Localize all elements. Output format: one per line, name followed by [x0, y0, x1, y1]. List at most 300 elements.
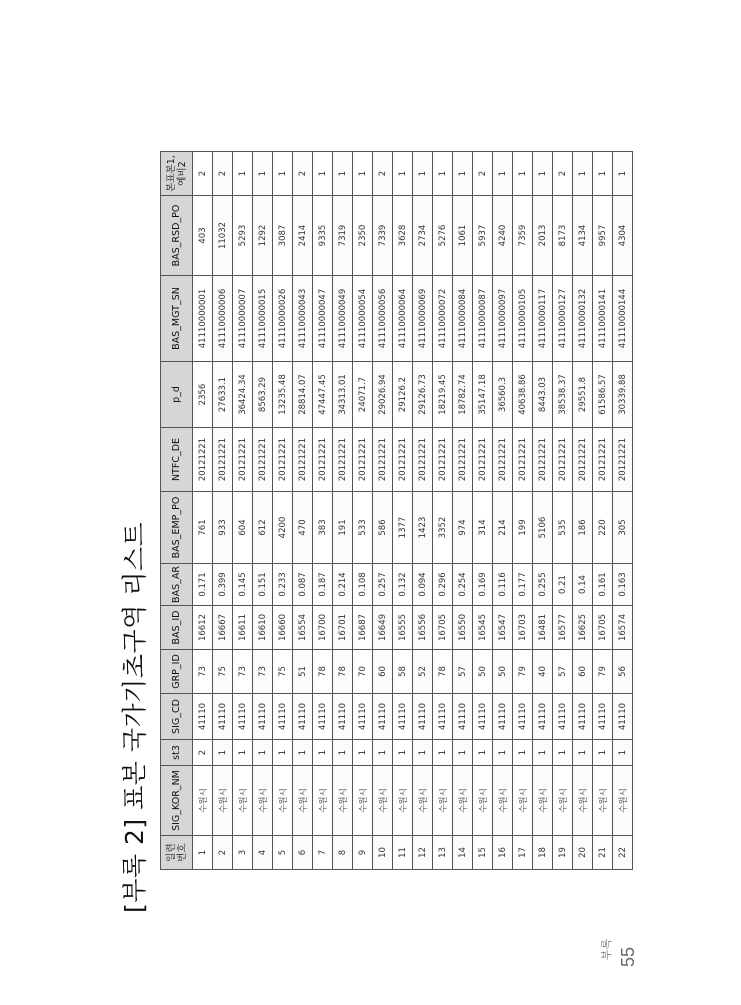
table-cell: 41110	[333, 694, 353, 740]
table-cell: 수원시	[393, 766, 413, 836]
table-cell: 4240	[493, 196, 513, 276]
table-cell: 761	[193, 492, 213, 564]
table-cell: 14	[453, 836, 473, 870]
table-cell: 7339	[373, 196, 393, 276]
table-cell: 16611	[233, 606, 253, 650]
table-cell: 383	[313, 492, 333, 564]
table-cell: 16625	[573, 606, 593, 650]
table-cell: 41110	[393, 694, 413, 740]
table-cell: 604	[233, 492, 253, 564]
table-cell: 20121221	[493, 428, 513, 492]
table-cell: 41110	[273, 694, 293, 740]
column-header: 일련 번호	[161, 836, 193, 870]
table-cell: 1423	[413, 492, 433, 564]
table-cell: 73	[233, 650, 253, 694]
table-cell: 1	[413, 152, 433, 196]
table-cell: 20121221	[393, 428, 413, 492]
table-cell: 1	[593, 740, 613, 766]
table-cell: 수원시	[353, 766, 373, 836]
table-cell: 0.094	[413, 564, 433, 606]
table-cell: 1	[573, 740, 593, 766]
table-cell: 1	[273, 740, 293, 766]
table-row	[473, 152, 493, 870]
table-row	[553, 152, 573, 870]
table-cell: 36424.34	[233, 362, 253, 428]
column-header: SIG_CD	[161, 694, 193, 740]
table-row	[373, 152, 393, 870]
table-cell: 9957	[593, 196, 613, 276]
table-cell: 16687	[353, 606, 373, 650]
table-cell: 8	[333, 836, 353, 870]
table-cell: 41110	[573, 694, 593, 740]
table-cell: 0.132	[393, 564, 413, 606]
table-cell: 41110000084	[453, 276, 473, 362]
table-cell: 51	[293, 650, 313, 694]
table-cell: 41110	[493, 694, 513, 740]
table-cell: 1	[333, 152, 353, 196]
table-cell: 수원시	[433, 766, 453, 836]
table-cell: 수원시	[473, 766, 493, 836]
table-cell: 40638.86	[513, 362, 533, 428]
column-header: SIG_KOR_NM	[161, 766, 193, 836]
table-cell: 41110000117	[533, 276, 553, 362]
table-cell: 16481	[533, 606, 553, 650]
table-cell: 수원시	[213, 766, 233, 836]
table-row	[293, 152, 313, 870]
table-cell: 5	[273, 836, 293, 870]
table-cell: 0.21	[553, 564, 573, 606]
table-cell: 1	[413, 740, 433, 766]
table-cell: 1	[353, 740, 373, 766]
table-cell: 2356	[193, 362, 213, 428]
table-cell: 2350	[353, 196, 373, 276]
table-cell: 수원시	[193, 766, 213, 836]
table-cell: 41110000015	[253, 276, 273, 362]
table-cell: 41110000049	[333, 276, 353, 362]
table-cell: 586	[373, 492, 393, 564]
table-cell: 20121221	[413, 428, 433, 492]
table-cell: 4304	[613, 196, 633, 276]
page-number: 55	[618, 946, 638, 967]
table-row	[273, 152, 293, 870]
table-cell: 41110000006	[213, 276, 233, 362]
table-cell: 1	[493, 152, 513, 196]
table-row	[313, 152, 333, 870]
table-row	[413, 152, 433, 870]
table-cell: 9	[353, 836, 373, 870]
table-cell: 34313.01	[333, 362, 353, 428]
table-cell: 7319	[333, 196, 353, 276]
table-cell: 20121221	[333, 428, 353, 492]
table-cell: 16701	[333, 606, 353, 650]
table-cell: 수원시	[313, 766, 333, 836]
table-cell: 1	[353, 152, 373, 196]
table-cell: 41110000132	[573, 276, 593, 362]
table-cell: 41110	[373, 694, 393, 740]
table-row	[353, 152, 373, 870]
table-cell: 1	[533, 152, 553, 196]
table-cell: 199	[513, 492, 533, 564]
table-cell: 186	[573, 492, 593, 564]
table-cell: 60	[373, 650, 393, 694]
page-title: [부록 2] 표본 국가기초구역 리스트	[120, 521, 149, 913]
table-cell: 0.087	[293, 564, 313, 606]
table-cell: 1	[533, 740, 553, 766]
table-cell: 1	[433, 152, 453, 196]
table-cell: 214	[493, 492, 513, 564]
table-cell: 수원시	[293, 766, 313, 836]
table-cell: 0.171	[193, 564, 213, 606]
table-row	[573, 152, 593, 870]
table-row	[253, 152, 273, 870]
table-cell: 56	[613, 650, 633, 694]
table-cell: 40	[533, 650, 553, 694]
table-cell: 1	[553, 740, 573, 766]
table-cell: 1	[513, 740, 533, 766]
table-cell: 16547	[493, 606, 513, 650]
table-cell: 58	[393, 650, 413, 694]
table-cell: 2	[373, 152, 393, 196]
table-cell: 314	[473, 492, 493, 564]
table-cell: 70	[353, 650, 373, 694]
column-header: BAS_AR	[161, 564, 193, 606]
table-cell: 41110	[213, 694, 233, 740]
table-cell: 1	[373, 740, 393, 766]
table-cell: 수원시	[593, 766, 613, 836]
table-cell: 20121221	[513, 428, 533, 492]
table-cell: 16577	[553, 606, 573, 650]
table-cell: 20121221	[273, 428, 293, 492]
table-cell: 73	[193, 650, 213, 694]
table-cell: 1292	[253, 196, 273, 276]
table-cell: 0.255	[533, 564, 553, 606]
column-header: GRP_ID	[161, 650, 193, 694]
table-cell: 0.161	[593, 564, 613, 606]
table-row	[433, 152, 453, 870]
table-cell: 0.145	[233, 564, 253, 606]
table-row	[613, 152, 633, 870]
table-cell: 0.233	[273, 564, 293, 606]
table-cell: 16705	[433, 606, 453, 650]
table-cell: 3352	[433, 492, 453, 564]
table-cell: 20121221	[213, 428, 233, 492]
table-cell: 수원시	[533, 766, 553, 836]
table-cell: 60	[573, 650, 593, 694]
table-cell: 24071.7	[353, 362, 373, 428]
table-cell: 41110	[613, 694, 633, 740]
table-cell: 16550	[453, 606, 473, 650]
table-cell: 79	[593, 650, 613, 694]
table-cell: 16555	[393, 606, 413, 650]
table-cell: 1	[253, 152, 273, 196]
table-cell: 수원시	[413, 766, 433, 836]
table-cell: 수원시	[493, 766, 513, 836]
table-cell: 16610	[253, 606, 273, 650]
table-cell: 1	[613, 152, 633, 196]
table-cell: 수원시	[453, 766, 473, 836]
table-cell: 20121221	[593, 428, 613, 492]
table-cell: 533	[353, 492, 373, 564]
table-cell: 5276	[433, 196, 453, 276]
table-row	[493, 152, 513, 870]
table-cell: 52	[413, 650, 433, 694]
table-cell: 0.257	[373, 564, 393, 606]
table-cell: 19	[553, 836, 573, 870]
table-row	[393, 152, 413, 870]
table-cell: 36560.3	[493, 362, 513, 428]
table-cell: 2	[213, 152, 233, 196]
table-cell: 0.254	[453, 564, 473, 606]
table-cell: 2734	[413, 196, 433, 276]
table-cell: 50	[473, 650, 493, 694]
table-cell: 0.187	[313, 564, 333, 606]
table-cell: 0.296	[433, 564, 453, 606]
table-cell: 41110	[313, 694, 333, 740]
table-cell: 1	[393, 740, 413, 766]
table-cell: 수원시	[333, 766, 353, 836]
table-cell: 5106	[533, 492, 553, 564]
table-cell: 16660	[273, 606, 293, 650]
table-cell: 0.214	[333, 564, 353, 606]
table-cell: 16612	[193, 606, 213, 650]
table-cell: 1	[613, 740, 633, 766]
table-cell: 41110	[593, 694, 613, 740]
table-cell: 20121221	[373, 428, 393, 492]
table-cell: 78	[433, 650, 453, 694]
table-cell: 20121221	[253, 428, 273, 492]
table-cell: 8563.29	[253, 362, 273, 428]
table-cell: 29126.2	[393, 362, 413, 428]
table-cell: 41110	[413, 694, 433, 740]
sample-list-table	[160, 151, 633, 870]
footer-section-label: 부록	[600, 938, 613, 960]
table-cell: 41110000056	[373, 276, 393, 362]
table-cell: 2	[213, 836, 233, 870]
table-cell: 16554	[293, 606, 313, 650]
table-row	[593, 152, 613, 870]
table-cell: 20121221	[613, 428, 633, 492]
table-cell: 470	[293, 492, 313, 564]
table-cell: 7359	[513, 196, 533, 276]
table-cell: 30339.88	[613, 362, 633, 428]
table-cell: 1	[473, 740, 493, 766]
table-cell: 수원시	[573, 766, 593, 836]
table-cell: 16649	[373, 606, 393, 650]
table-cell: 1	[393, 152, 413, 196]
table-cell: 0.151	[253, 564, 273, 606]
table-cell: 6	[293, 836, 313, 870]
table-cell: 2	[193, 152, 213, 196]
table-cell: 수원시	[513, 766, 533, 836]
table-cell: 20121221	[353, 428, 373, 492]
table-cell: 41110	[453, 694, 473, 740]
table-cell: 5937	[473, 196, 493, 276]
table-cell: 13	[433, 836, 453, 870]
table-cell: 41110000043	[293, 276, 313, 362]
table-cell: 10	[373, 836, 393, 870]
column-header: p_d	[161, 362, 193, 428]
table-cell: 1	[253, 740, 273, 766]
table-cell: 17	[513, 836, 533, 870]
table-cell: 41110	[353, 694, 373, 740]
table-cell: 11	[393, 836, 413, 870]
table-row	[533, 152, 553, 870]
table-cell: 41110	[233, 694, 253, 740]
table-cell: 18782.74	[453, 362, 473, 428]
table-cell: 16556	[413, 606, 433, 650]
table-cell: 16703	[513, 606, 533, 650]
table-body	[193, 152, 633, 870]
table-cell: 1	[313, 152, 333, 196]
table-row	[513, 152, 533, 870]
table-cell: 5293	[233, 196, 253, 276]
table-cell: 16574	[613, 606, 633, 650]
table-cell: 0.399	[213, 564, 233, 606]
table-cell: 1	[193, 836, 213, 870]
table-cell: 3	[233, 836, 253, 870]
table-cell: 16667	[213, 606, 233, 650]
table-cell: 78	[333, 650, 353, 694]
table-cell: 403	[193, 196, 213, 276]
table-cell: 16	[493, 836, 513, 870]
table-cell: 41110000069	[413, 276, 433, 362]
table-cell: 16705	[593, 606, 613, 650]
table-cell: 41110000026	[273, 276, 293, 362]
table-cell: 29126.73	[413, 362, 433, 428]
table-cell: 78	[313, 650, 333, 694]
table-cell: 1	[453, 740, 473, 766]
table-cell: 2414	[293, 196, 313, 276]
table-cell: 41110	[433, 694, 453, 740]
table-cell: 0.163	[613, 564, 633, 606]
table-cell: 0.14	[573, 564, 593, 606]
table-cell: 수원시	[253, 766, 273, 836]
table-cell: 1	[513, 152, 533, 196]
table-cell: 41110000072	[433, 276, 453, 362]
table-cell: 41110000047	[313, 276, 333, 362]
table-cell: 41110	[253, 694, 273, 740]
table-cell: 0.108	[353, 564, 373, 606]
table-cell: 1	[313, 740, 333, 766]
table-cell: 28814.07	[293, 362, 313, 428]
table-cell: 0.169	[473, 564, 493, 606]
table-header-row	[161, 152, 193, 870]
table-cell: 57	[453, 650, 473, 694]
table-cell: 1	[333, 740, 353, 766]
table-cell: 22	[613, 836, 633, 870]
column-header: 본표본1, 예비2	[161, 152, 193, 196]
table-cell: 38538.37	[553, 362, 573, 428]
table-cell: 수원시	[373, 766, 393, 836]
table-cell: 47447.45	[313, 362, 333, 428]
table-cell: 18	[533, 836, 553, 870]
table-cell: 1	[233, 152, 253, 196]
column-header: st3	[161, 740, 193, 766]
table-cell: 21	[593, 836, 613, 870]
table-cell: 20121221	[533, 428, 553, 492]
table-cell: 1	[433, 740, 453, 766]
table-cell: 16545	[473, 606, 493, 650]
table-cell: 612	[253, 492, 273, 564]
table-cell: 535	[553, 492, 573, 564]
table-cell: 305	[613, 492, 633, 564]
table-cell: 41110000007	[233, 276, 253, 362]
table-cell: 2	[553, 152, 573, 196]
table-cell: 3628	[393, 196, 413, 276]
table-cell: 16700	[313, 606, 333, 650]
column-header: BAS_ID	[161, 606, 193, 650]
table-cell: 15	[473, 836, 493, 870]
table-cell: 75	[213, 650, 233, 694]
table-cell: 73	[253, 650, 273, 694]
table-cell: 933	[213, 492, 233, 564]
sample-list-table-wrapper	[160, 152, 629, 870]
table-cell: 1377	[393, 492, 413, 564]
table-cell: 20	[573, 836, 593, 870]
table-cell: 41110000001	[193, 276, 213, 362]
table-cell: 4134	[573, 196, 593, 276]
column-header: BAS_EMP_PO	[161, 492, 193, 564]
table-cell: 20121221	[293, 428, 313, 492]
table-cell: 27633.1	[213, 362, 233, 428]
column-header: BAS_MGT_SN	[161, 276, 193, 362]
table-cell: 41110000064	[393, 276, 413, 362]
column-header: NTFC_DE	[161, 428, 193, 492]
table-cell: 0.177	[513, 564, 533, 606]
table-cell: 41110	[553, 694, 573, 740]
table-cell: 3087	[273, 196, 293, 276]
table-cell: 수원시	[233, 766, 253, 836]
table-cell: 20121221	[553, 428, 573, 492]
table-cell: 41110000054	[353, 276, 373, 362]
table-cell: 수원시	[273, 766, 293, 836]
table-cell: 79	[513, 650, 533, 694]
table-cell: 9335	[313, 196, 333, 276]
table-row	[333, 152, 353, 870]
table-cell: 29551.8	[573, 362, 593, 428]
table-cell: 수원시	[613, 766, 633, 836]
table-cell: 2	[473, 152, 493, 196]
table-cell: 8173	[553, 196, 573, 276]
table-cell: 974	[453, 492, 473, 564]
table-cell: 0.116	[493, 564, 513, 606]
table-cell: 20121221	[313, 428, 333, 492]
table-cell: 20121221	[433, 428, 453, 492]
table-cell: 191	[333, 492, 353, 564]
table-cell: 11032	[213, 196, 233, 276]
table-cell: 220	[593, 492, 613, 564]
table-cell: 41110	[293, 694, 313, 740]
table-cell: 41110000144	[613, 276, 633, 362]
table-cell: 75	[273, 650, 293, 694]
table-cell: 1	[293, 740, 313, 766]
table-cell: 8443.03	[533, 362, 553, 428]
table-cell: 1	[273, 152, 293, 196]
table-cell: 61586.57	[593, 362, 613, 428]
table-cell: 1	[573, 152, 593, 196]
table-cell: 41110000097	[493, 276, 513, 362]
table-cell: 13235.48	[273, 362, 293, 428]
table-cell: 57	[553, 650, 573, 694]
table-cell: 1	[493, 740, 513, 766]
table-cell: 20121221	[193, 428, 213, 492]
table-cell: 20121221	[233, 428, 253, 492]
table-row	[233, 152, 253, 870]
table-cell: 1	[593, 152, 613, 196]
table-cell: 35147.18	[473, 362, 493, 428]
table-cell: 4200	[273, 492, 293, 564]
table-row	[193, 152, 213, 870]
